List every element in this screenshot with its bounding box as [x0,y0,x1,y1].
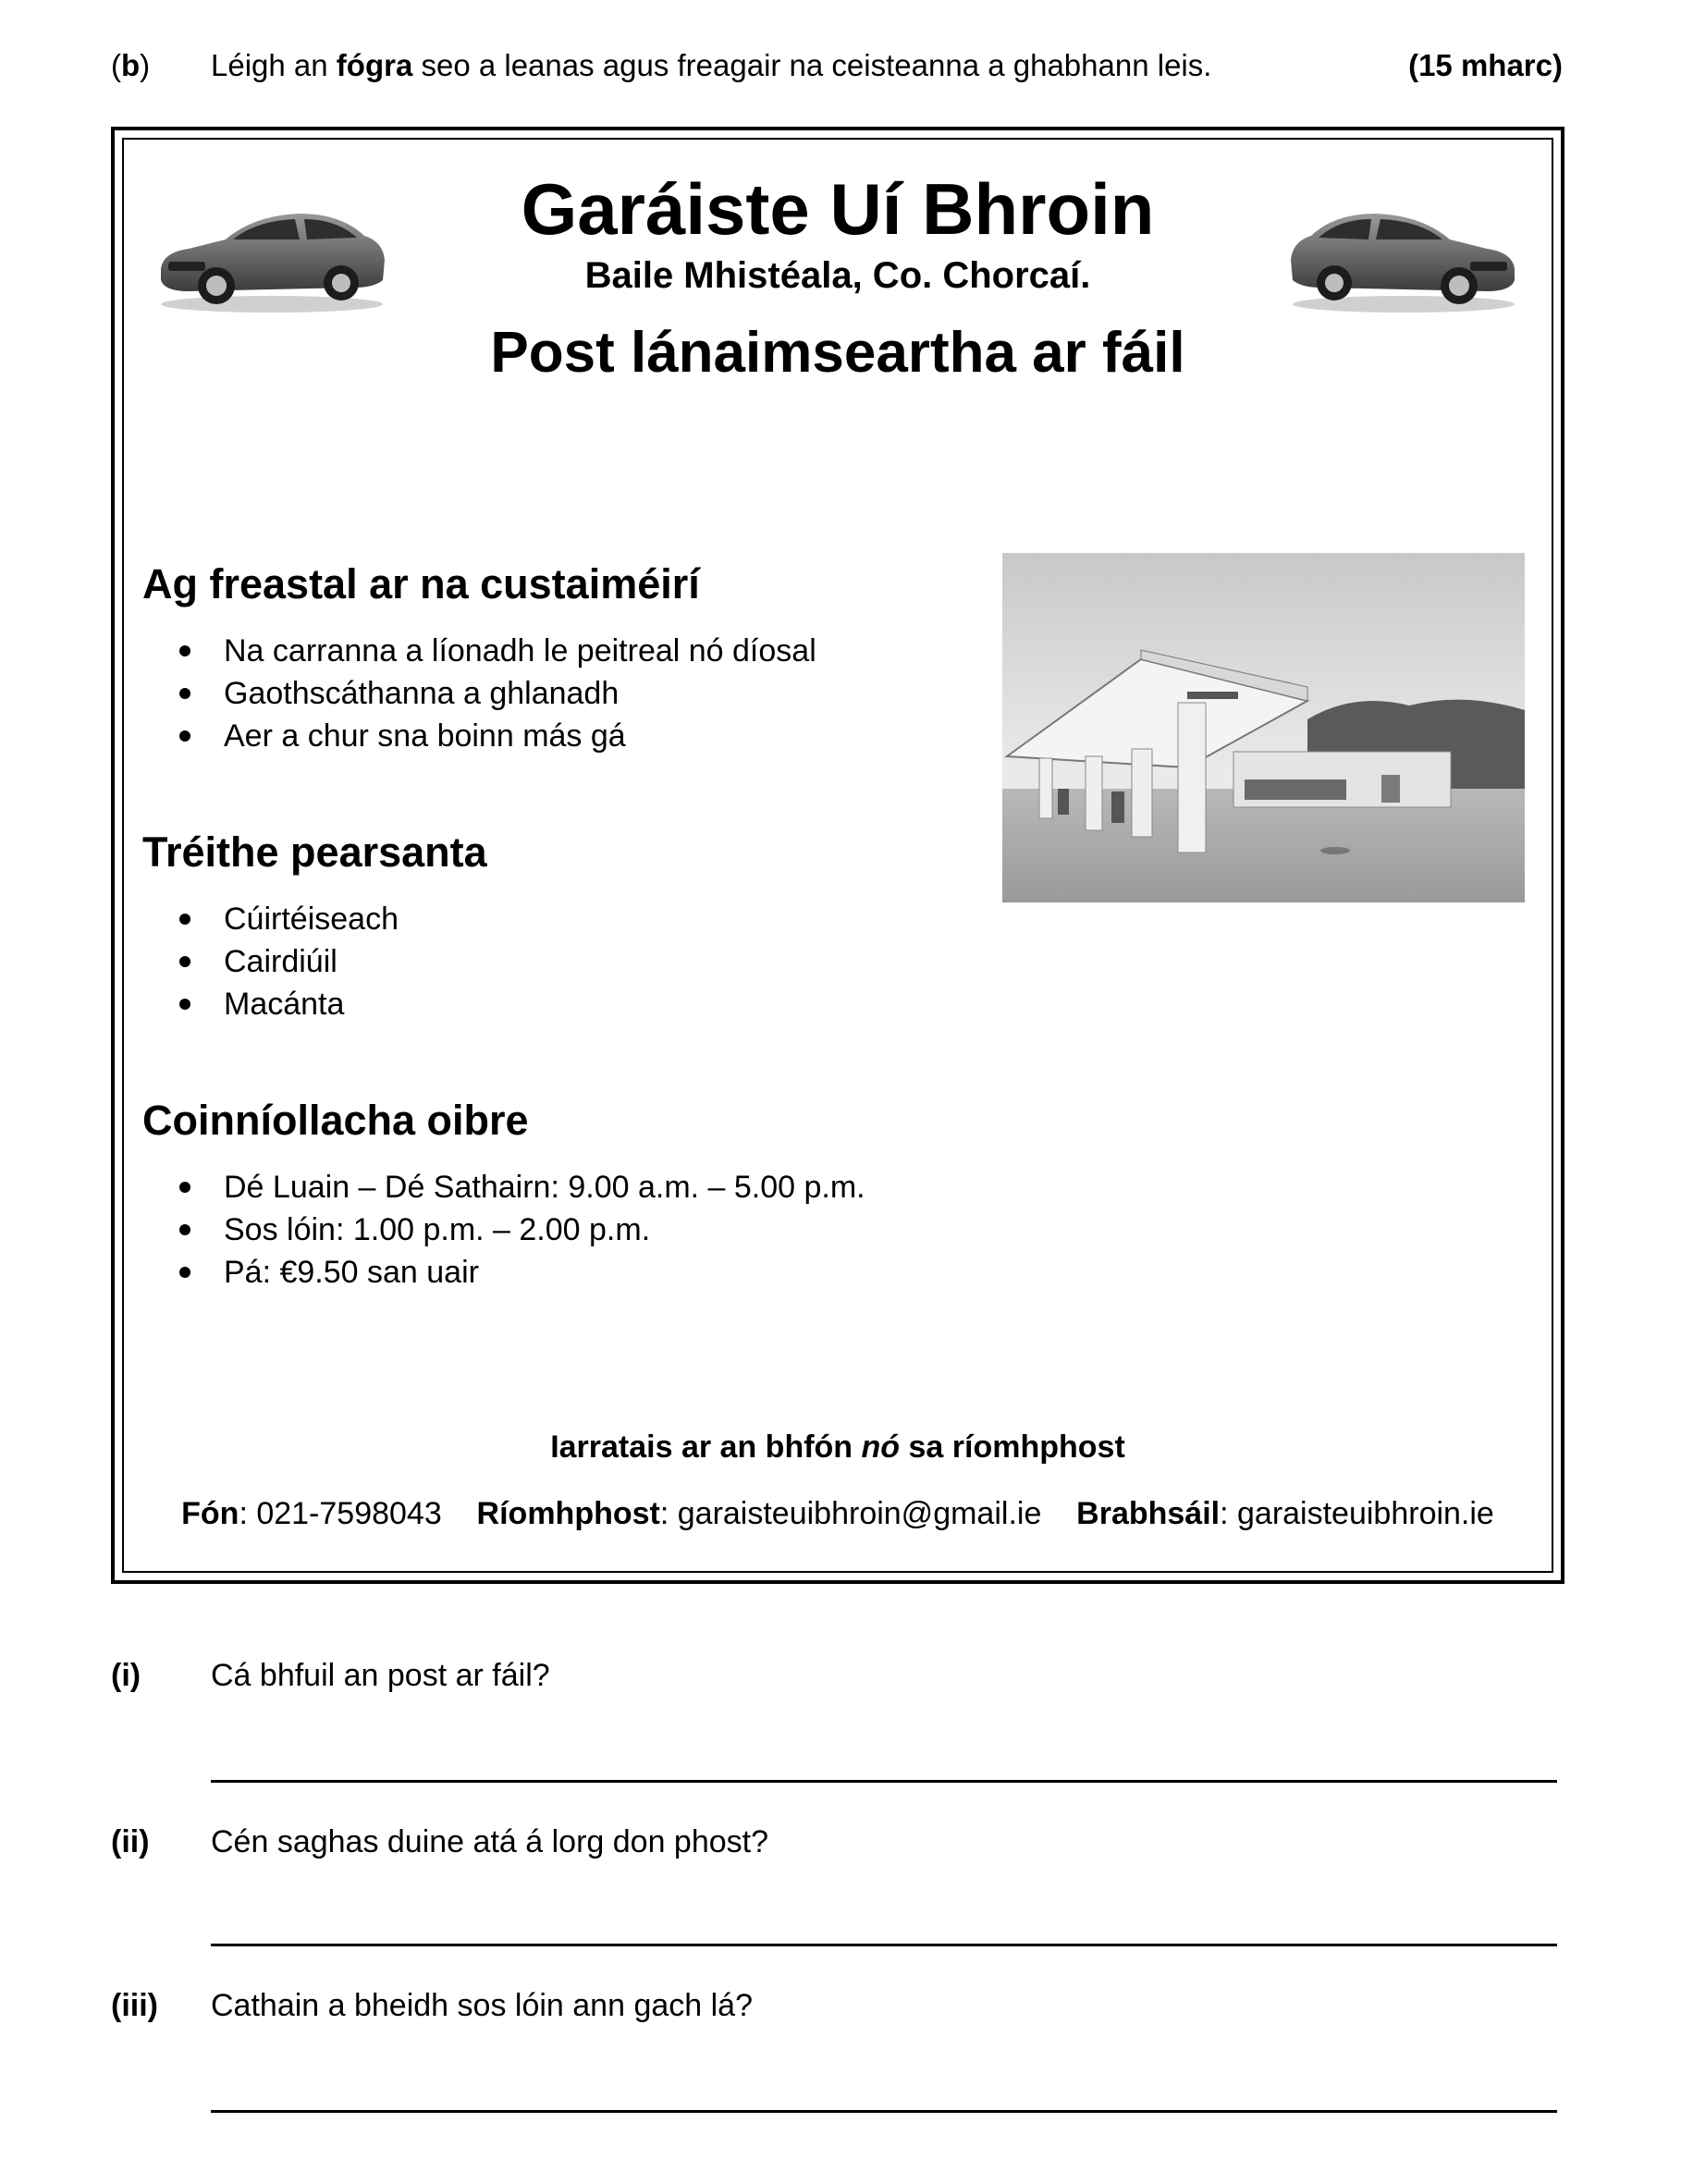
web-value: : garaisteuibhroin.ie [1220,1496,1494,1531]
petrol-station-image [1002,553,1525,902]
conditions-list [179,1166,865,1294]
marks-label: (15 mharc) [1408,48,1563,82]
duties-list [179,630,816,757]
question-header [111,48,1563,89]
question-number: (iii) [111,1988,158,2023]
instruction-text: Léigh an fógra seo a leanas agus freagair na ceisteanna a ghabhann leis. [211,48,1212,82]
list-item: Aer a chur sna boinn más gá [179,715,816,757]
email-label: Ríomhphost [476,1496,660,1531]
list-item: Macánta [179,983,399,1025]
list-item: Na carranna a líonadh le peitreal nó díosal [179,630,816,672]
list-item: Sos lóin: 1.00 p.m. – 2.00 p.m. [179,1209,865,1251]
list-item: Cairdiúil [179,940,399,983]
list-item: Cúirtéiseach [179,898,399,940]
advertisement-inner-border [122,138,1553,1573]
job-heading: Post lánaimseartha ar fáil [490,321,1185,385]
list-item: Dé Luain – Dé Sathairn: 9.00 a.m. – 5.00 p.m. [179,1166,865,1209]
garage-location: Baile Mhistéala, Co. Chorcaí. [584,255,1091,296]
garage-title: Garáiste Uí Bhroin [521,168,1155,250]
question-text: Cá bhfuil an post ar fáil? [211,1658,550,1693]
part-label: (b) [111,48,151,82]
question-text: Cén saghas duine atá á lorg don phost? [211,1824,769,1859]
question-text: Cathain a bheidh sos lóin ann gach lá? [211,1988,753,2023]
section-heading-duties: Ag freastal ar na custaiméirí [142,560,700,607]
web-label: Brabhsáil [1076,1496,1221,1531]
question-number: (i) [111,1658,141,1693]
question-number: (ii) [111,1824,150,1859]
list-item: Gaothscáthanna a ghlanadh [179,672,816,715]
email-value: : garaisteuibhroin@gmail.ie [659,1496,1042,1531]
phone-label: Fón [181,1496,239,1531]
phone-value: : 021-7598043 [239,1496,442,1531]
contact-heading: Iarratais ar an bhfón nó sa ríomhphost [550,1429,1125,1465]
section-heading-conditions: Coinníollacha oibre [142,1097,529,1144]
answer-line[interactable] [211,1780,1557,1783]
answer-line[interactable] [211,1944,1557,1946]
advertisement-box [111,127,1564,1584]
answer-line[interactable] [211,2110,1557,2113]
traits-list [179,898,399,1025]
list-item: Pá: €9.50 san uair [179,1251,865,1294]
section-heading-traits: Tréithe pearsanta [142,828,487,876]
contact-details [124,1496,1552,1532]
